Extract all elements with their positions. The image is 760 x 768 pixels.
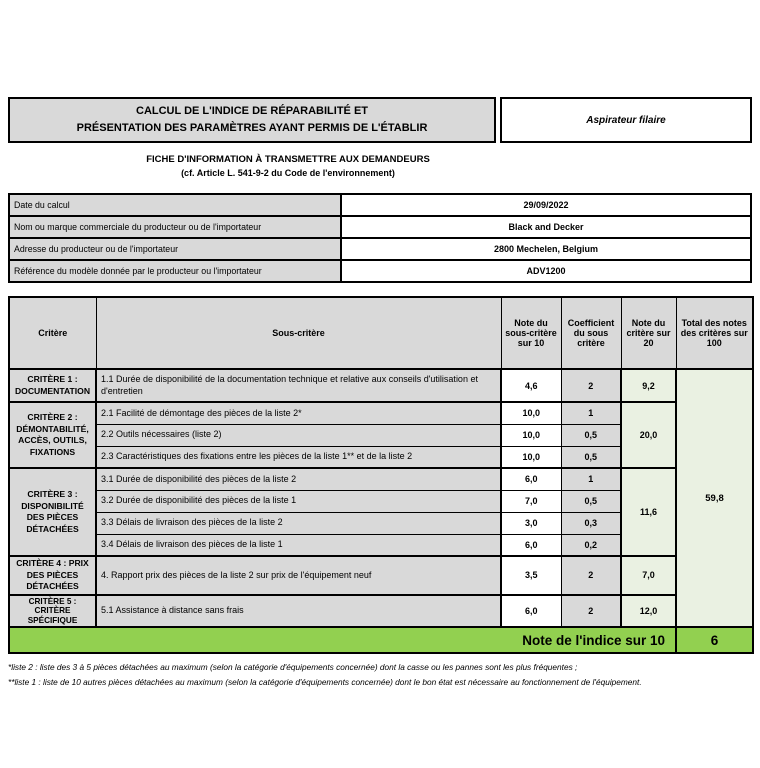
note20-critere-4: 7,0 xyxy=(621,556,676,595)
sous-critere-3-2: 3.2 Durée de disponibilité des pièces de la liste 1 xyxy=(96,490,501,512)
info-value-date: 29/09/2022 xyxy=(341,194,751,216)
header-sous-critere: Sous-critère xyxy=(96,297,501,369)
note20-critere-2: 20,0 xyxy=(621,402,676,468)
sous-critere-1-1: 1.1 Durée de disponibilité de la documentation technique et relative aux conseils d'utilisation et d'entretien xyxy=(96,369,501,402)
note20-critere-1: 9,2 xyxy=(621,369,676,402)
critere-4-label: CRITÈRE 4 : PRIX DES PIÈCES DÉTACHÉES xyxy=(9,556,96,595)
critere-5-label: CRITÈRE 5 : CRITÈRE SPÉCIFIQUE xyxy=(9,595,96,627)
coef-1-1: 2 xyxy=(561,369,621,402)
note20-critere-3: 11,6 xyxy=(621,468,676,556)
footnote-liste1: **liste 1 : liste de 10 autres pièces détachées au maximum (selon la catégorie d'équipements concernée) dont le bon état est nécessaire au fonctionnement de l'équipement. xyxy=(8,676,642,687)
document-title-line2: PRÉSENTATION DES PARAMÈTRES AYANT PERMIS DE L'ÉTABLIR xyxy=(76,122,428,135)
header-critere: Critère xyxy=(9,297,96,369)
table-row xyxy=(9,595,753,627)
note10-3-4: 6,0 xyxy=(501,534,561,556)
index-score-label: Note de l'indice sur 10 xyxy=(9,627,676,653)
subtitle-line1: FICHE D'INFORMATION À TRANSMETTRE AUX DEMANDEURS xyxy=(146,154,430,166)
table-row xyxy=(9,369,753,402)
info-label-brand: Nom ou marque commerciale du producteur ou de l'importateur xyxy=(9,216,341,238)
info-label-model: Référence du modèle donnée par le producteur ou l'importateur xyxy=(9,260,341,282)
product-category-box xyxy=(500,97,752,143)
sous-critere-4: 4. Rapport prix des pièces de la liste 2 sur prix de l'équipement neuf xyxy=(96,556,501,595)
sous-critere-3-4: 3.4 Délais de livraison des pièces de la liste 1 xyxy=(96,534,501,556)
coef-3-2: 0,5 xyxy=(561,490,621,512)
footnote-liste2: *liste 2 : liste des 3 à 5 pièces détachées au maximum (selon la catégorie d'équipements concernée) dont la casse ou les pannes sont les plus fréquentes ; xyxy=(8,662,578,673)
producer-info-table xyxy=(8,193,752,283)
note10-1-1: 4,6 xyxy=(501,369,561,402)
note10-5-1: 6,0 xyxy=(501,595,561,627)
sous-critere-2-3: 2.3 Caractéristiques des fixations entre les pièces de la liste 1** et de la liste 2 xyxy=(96,446,501,468)
repairability-sheet xyxy=(8,97,752,689)
critere-3-label: CRITÈRE 3 : DISPONIBILITÉ DES PIÈCES DÉTACHÉES xyxy=(9,468,96,556)
info-value-model: ADV1200 xyxy=(341,260,751,282)
coef-3-1: 1 xyxy=(561,468,621,490)
sous-critere-5-1: 5.1 Assistance à distance sans frais xyxy=(96,595,501,627)
header-note-sous-critere: Note du sous-critère sur 10 xyxy=(501,297,561,369)
header-coefficient: Coefficient du sous critère xyxy=(561,297,621,369)
note20-critere-5: 12,0 xyxy=(621,595,676,627)
index-score-row xyxy=(9,627,753,653)
info-value-address: 2800 Mechelen, Belgium xyxy=(341,238,751,260)
total-sur-100: 59,8 xyxy=(676,369,753,627)
document-title-line1: CALCUL DE L'INDICE DE RÉPARABILITÉ ET xyxy=(136,105,368,117)
critere-2-label: CRITÈRE 2 : DÉMONTABILITÉ, ACCÈS, OUTILS, FIXATIONS xyxy=(9,402,96,468)
sous-critere-2-2: 2.2 Outils nécessaires (liste 2) xyxy=(96,424,501,446)
table-row xyxy=(9,402,753,424)
note10-3-2: 7,0 xyxy=(501,490,561,512)
info-label-address: Adresse du producteur ou de l'importateur xyxy=(9,238,341,260)
coef-2-2: 0,5 xyxy=(561,424,621,446)
critere-1-label: CRITÈRE 1 : DOCUMENTATION xyxy=(9,369,96,402)
info-value-brand: Black and Decker xyxy=(341,216,751,238)
note10-3-3: 3,0 xyxy=(501,512,561,534)
footnotes xyxy=(8,660,752,689)
sous-critere-3-3: 3.3 Délais de livraison des pièces de la liste 2 xyxy=(96,512,501,534)
note10-2-3: 10,0 xyxy=(501,446,561,468)
sous-critere-2-1: 2.1 Facilité de démontage des pièces de la liste 2* xyxy=(96,402,501,424)
table-row xyxy=(9,238,751,260)
coef-5-1: 2 xyxy=(561,595,621,627)
table-row xyxy=(9,468,753,490)
header-note-critere: Note du critère sur 20 xyxy=(621,297,676,369)
table-row xyxy=(9,556,753,595)
table-row xyxy=(9,194,751,216)
product-category-label: Aspirateur filaire xyxy=(586,114,666,126)
header-total: Total des notes des critères sur 100 xyxy=(676,297,753,369)
coef-4: 2 xyxy=(561,556,621,595)
criteria-table-header xyxy=(9,297,753,369)
table-row xyxy=(9,260,751,282)
note10-2-1: 10,0 xyxy=(501,402,561,424)
subtitle-line2: (cf. Article L. 541-9-2 du Code de l'environnement) xyxy=(181,168,395,179)
note10-3-1: 6,0 xyxy=(501,468,561,490)
coef-2-1: 1 xyxy=(561,402,621,424)
note10-2-2: 10,0 xyxy=(501,424,561,446)
coef-3-3: 0,3 xyxy=(561,512,621,534)
index-score-value: 6 xyxy=(676,627,753,653)
table-row xyxy=(9,216,751,238)
coef-3-4: 0,2 xyxy=(561,534,621,556)
document-header xyxy=(8,97,752,143)
document-subtitle xyxy=(8,154,568,178)
document-title xyxy=(8,97,496,143)
criteria-table xyxy=(8,296,754,654)
coef-2-3: 0,5 xyxy=(561,446,621,468)
info-label-date: Date du calcul xyxy=(9,194,341,216)
note10-4: 3,5 xyxy=(501,556,561,595)
sous-critere-3-1: 3.1 Durée de disponibilité des pièces de la liste 2 xyxy=(96,468,501,490)
